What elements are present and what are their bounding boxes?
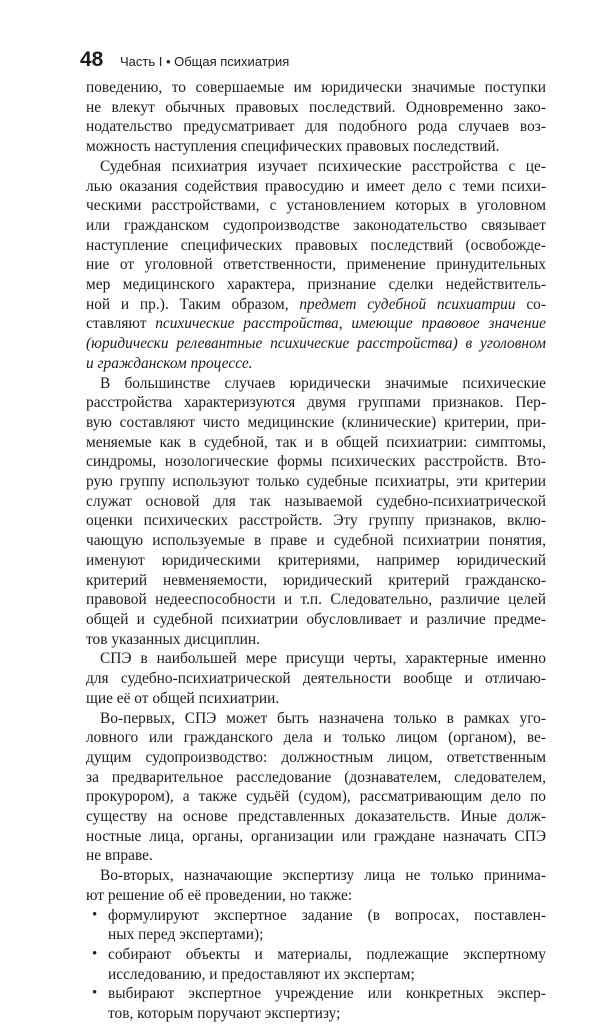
list-item bbox=[86, 984, 546, 1023]
text-line: существу на основе представленных доказательств. Иные долж- bbox=[86, 808, 546, 826]
text-line: расстройства характеризуются двумя группами признаков. Пер- bbox=[86, 394, 546, 412]
text-line: СПЭ в наибольшей мере присущи черты, характерные именно bbox=[100, 650, 546, 668]
text-line: тов указанных дисциплин. bbox=[86, 630, 260, 648]
text-line: тов, которым поручают экспертизу; bbox=[108, 1005, 341, 1023]
text-line: прокурором), а также судьёй (судом), рассматривающим дело по bbox=[86, 788, 546, 806]
text-line bbox=[86, 295, 546, 315]
text-line: мер медицинского характера, признание сделки недействитель- bbox=[86, 276, 546, 294]
text-line: ние от уголовной ответственности, применение принудительных bbox=[86, 256, 546, 274]
text-line: Во-первых, СПЭ может быть назначена только в рамках уго- bbox=[100, 709, 546, 727]
text-line: выбирают экспертное учреждение или конкретных экспер- bbox=[108, 985, 546, 1003]
text-line: дущим судопроизводство: должностным лицом, ответственным bbox=[86, 748, 546, 766]
text-line: можность наступления специфических правовых последствий. bbox=[86, 138, 500, 156]
text-line: или гражданском судопроизводстве законодательство связывает bbox=[86, 216, 546, 234]
page-number: 48 bbox=[80, 48, 104, 71]
text-line: служат основой для так называемой судебно-психиатрической bbox=[86, 492, 546, 510]
text-line: для судебно-психиатрической деятельности вообще и отличаю- bbox=[86, 670, 546, 688]
text-line: синдромы, нозологические формы психических расстройств. Вто- bbox=[86, 453, 546, 471]
paragraph bbox=[86, 866, 546, 905]
text-line: оценки психических расстройств. Эту группу признаков, вклю- bbox=[86, 512, 546, 530]
body-text bbox=[86, 78, 546, 1024]
bullet-mark: • bbox=[92, 985, 98, 1002]
paragraph bbox=[86, 709, 546, 867]
text-line bbox=[86, 334, 546, 354]
text-line: Судебная психиатрия изучает психические расстройства с це- bbox=[100, 157, 546, 175]
text-line: ческими расстройствами, с установлением которых в уголовном bbox=[86, 197, 546, 215]
text-line: правовой недееспособности и т.п. Следовательно, различие целей bbox=[86, 591, 546, 609]
paragraph bbox=[86, 649, 546, 708]
text-line bbox=[86, 314, 546, 334]
emphasis-run: и гражданском процессе. bbox=[86, 354, 253, 372]
text-line: рую группу используют только судебные психиатры, эти критерии bbox=[86, 473, 546, 491]
text-run: ной и пр.). Таким образом, bbox=[86, 295, 289, 313]
text-line: щие её от общей психиатрии. bbox=[86, 689, 280, 707]
paragraph bbox=[86, 374, 546, 650]
running-head: Часть I • Общая психиатрия bbox=[120, 54, 290, 69]
emphasis-run: (юридически релевантные психические расстройства) в уголовном bbox=[86, 335, 546, 353]
text-line: В большинстве случаев юридически значимые психические bbox=[100, 374, 546, 392]
text-line bbox=[86, 354, 546, 374]
text-line: меняемые как в судебной, так и в общей психиатрии: симптомы, bbox=[86, 433, 546, 451]
list-item bbox=[86, 945, 546, 984]
text-line: чающую используемые в праве и судебной психиатрии понятия, bbox=[86, 532, 546, 550]
list-item bbox=[86, 906, 546, 945]
paragraph bbox=[86, 78, 546, 157]
emphasis-run: предмет судебной психиатрии bbox=[299, 295, 516, 313]
text-line: нодательство предусматривает для подобного рода случаев воз- bbox=[86, 118, 546, 136]
text-line: ют решение об её проведении, но также: bbox=[86, 886, 353, 904]
bullet-mark: • bbox=[92, 906, 98, 923]
text-line: формулируют экспертное задание (в вопросах, поставлен- bbox=[108, 906, 546, 924]
text-line: критерий невменяемости, юридический критерий гражданско- bbox=[86, 571, 546, 589]
text-line: за предварительное расследование (дознавателем, следователем, bbox=[86, 768, 546, 786]
text-line: ловного или гражданского дела и только лицом (органом), ве- bbox=[86, 729, 546, 747]
text-line: ных перед экспертами); bbox=[108, 926, 264, 944]
text-line: ностные лица, органы, организации или граждане назначать СПЭ bbox=[86, 827, 546, 845]
paragraph bbox=[86, 157, 546, 374]
text-line: именуют юридическими критериями, например юридический bbox=[86, 551, 546, 569]
text-run: со- bbox=[526, 295, 546, 313]
text-line: общей и судебной психиатрии обусловливает и различие предме- bbox=[86, 610, 546, 628]
text-run: ставляют bbox=[86, 315, 147, 333]
emphasis-run: психические расстройства, имеющие правовое значение bbox=[155, 315, 546, 333]
text-line: наступление специфических правовых последствий (освобожде- bbox=[86, 236, 546, 254]
text-line: не влекут обычных правовых последствий. Одновременно зако- bbox=[86, 98, 546, 116]
text-line: вую составляют чисто медицинские (клинические) критерии, при- bbox=[86, 413, 546, 431]
text-line: не вправе. bbox=[86, 847, 153, 865]
text-line: лью оказания содействия правосудию и имеет дело с теми психи- bbox=[86, 177, 546, 195]
text-line: исследованию, и предоставляют их экспертам; bbox=[108, 965, 415, 983]
text-line: поведению, то совершаемые им юридически значимые поступки bbox=[86, 79, 546, 96]
text-line: собирают объекты и материалы, подлежащие экспертному bbox=[108, 945, 546, 963]
bullet-mark: • bbox=[92, 945, 98, 962]
text-line: Во-вторых, назначающие экспертизу лица не только принима- bbox=[100, 867, 546, 885]
bullet-list bbox=[86, 906, 546, 1024]
